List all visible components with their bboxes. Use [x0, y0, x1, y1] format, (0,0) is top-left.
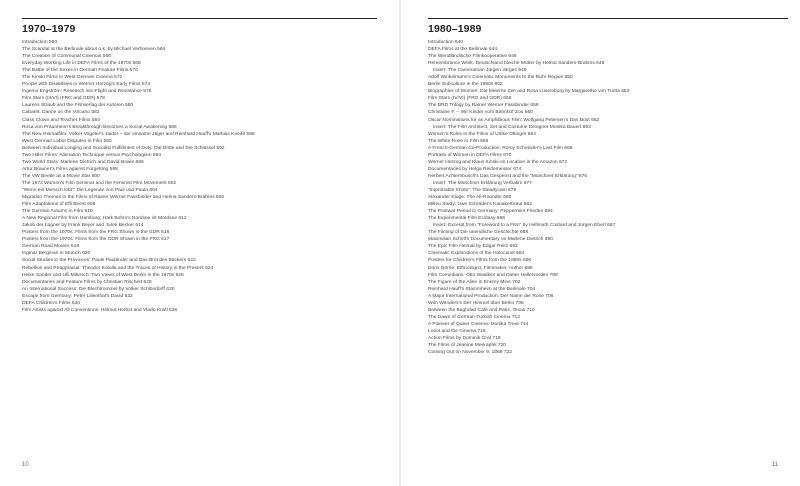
toc-entry: Film Artists against All Conventions: Helmut Herbst and Vlado Kristl 636: [22, 307, 178, 313]
toc-list: [428, 39, 788, 356]
toc-entry: Reinhard Hauff's Stammheim at the Berlinale 704: [428, 286, 536, 292]
toc-entry: Cinematic Explorations of the Holocaust 694: [428, 251, 525, 257]
toc-entry: The Films of Jeanine Meerapfel 720: [428, 343, 507, 349]
toc-entry: Two World Stars: Marlene Dietrich and David Bowie 596: [22, 159, 144, 165]
toc-entry: The Battle of the Sexes in German Feature Films 570: [22, 68, 138, 74]
toc-entry: Laurens Straub and the Filmverlag der Autoren 580: [22, 103, 134, 109]
toc-entry: Introduction 560: [22, 40, 58, 45]
toc-entry: Between the Baghdad Café and Paris, Texas 710: [428, 307, 535, 313]
toc-entry: Film Adaptations of Effi Briest 608: [22, 202, 96, 208]
toc-entry: Wim Wenders's Der Himmel über Berlin 708: [428, 300, 524, 306]
toc-entry: Biographies of Women: Die bleierne Zeit and Rosa Luxemburg by Margarethe von Trotta 654: [428, 89, 630, 95]
toc-entry: The Epic Film Heimat by Edgar Reitz 692: [428, 244, 518, 250]
toc-entry: The 1973 Women's Film Seminar and the Feminist Film Movement 602: [22, 180, 177, 186]
toc-entry: Jakob der Lügner by Frank Beyer and Jurek Becker 614: [22, 223, 144, 229]
toc-insert-entry: Insert: The Münchner Erklärung Verbatim 677: [433, 180, 532, 186]
toc-entry: Posters from the 1970s: Films from the FRG Shown in the GDR 616: [22, 230, 170, 236]
toc-entry: Rebellion and Reappraisal: Theodor Kotulla and the Traces of History in the Present 624: [22, 265, 214, 271]
toc-entry: Documentaries by Helga Reidemeister 674: [428, 166, 522, 172]
toc-entry: Escape from Germany: Peter Lilienthal's David 632: [22, 293, 133, 299]
toc-entry: An International Success: Die Blechtrommel by Volker Schlöndorff 630: [22, 286, 175, 292]
toc-entry: "Wenn ein Mensch lebt": Die Legende von Paul und Paula 604: [22, 187, 158, 193]
toc-entry: Cabaret: Dance on the Volcano 582: [22, 110, 100, 116]
toc-entry: Werner Herzog and Klaus Kinski on Location in the Amazon 672: [428, 159, 568, 165]
toc-entry: Berlin Subculture in the 1980s 652: [428, 82, 503, 88]
toc-entry: A Pioneer of Queer Cinema: Monika Treut 714: [428, 321, 529, 327]
toc-entry: Between Individual Longing and Socialist Fulfillment of Duty: Die Dritte and Die Schlüssel 592: [22, 145, 225, 151]
heading-rule: [428, 18, 788, 19]
toc-entry: Migration Themes in the Films of Rainer Werner Fassbinder and Helma Sanders-Brahms 606: [22, 195, 225, 201]
toc-entry: The Wendländische Filmkooperative 646: [428, 54, 517, 60]
toc-entry: Posters from the 1970s: Films from the GDR Shown in the FRG 617: [22, 237, 170, 243]
toc-entry: Two Hitler Films: Alienation Technique versus Psychologism 594: [22, 152, 162, 158]
toc-entry: Women's Roles in the Films of Ulrike Ottinger 664: [428, 131, 536, 137]
toc-entry: Maximilian Schell's Documentary on Marlene Dietrich 690: [428, 237, 553, 243]
toc-entry: Coming Out on November 9, 1989 722: [428, 350, 513, 356]
toc-entry: Ingmar Bergman in Munich 620: [22, 251, 91, 257]
toc-entry: DEFA Films at the Berlinale 644: [428, 47, 498, 53]
toc-entry: DEFA Children's Films 634: [22, 300, 81, 306]
toc-entry: The German Autumn in Film 610: [22, 209, 93, 215]
toc-entry: "Improbable Shots": The Steadycam 678: [428, 187, 517, 193]
toc-list: [22, 39, 377, 314]
toc-entry: Christiane F. – Wir Kinder vom Bahnhof Zoo 660: [428, 110, 533, 116]
toc-entry: The Postwar Period in Germany: Peppermint Frieden 684: [428, 209, 553, 215]
toc-entry: Artur Brauner's Films against Forgetting 598: [22, 166, 118, 172]
toc-entry: Oscar Nominations for an Amphibious Film: Wolfgang Petersen's Das Boot 662: [428, 117, 600, 123]
right-page: [400, 0, 800, 486]
toc-entry: Social Studies in the Provinces: Paule Pauländer and Das Brot des Bäckers 622: [22, 258, 196, 264]
toc-entry: The BRD Trilogy by Rainer Werner Fassbinder 658: [428, 103, 539, 109]
section-heading: 1970–1979: [22, 23, 76, 35]
section-heading: 1980–1989: [428, 23, 482, 35]
toc-entry: West German Labor Disputes in Film 590: [22, 138, 112, 144]
toc-entry: A New Regional Film from Hamburg: Hark Bohm's Nordsee ist Mordsee 612: [22, 216, 187, 222]
toc-entry: Introduction 640: [428, 40, 464, 45]
toc-entry: Everyday Working Life in DEFA Films of the 1970s 568: [22, 61, 141, 67]
toc-entry: The Scandal at the Berlinale about o.k. by Michael Verhoeven 564: [22, 47, 166, 53]
toc-entry: The Filming of Die unendliche Geschichte 688: [428, 230, 529, 236]
toc-entry: Remembrance Work: Deutschland bleiche Mutter by Helma Sanders-Brahms 648: [428, 61, 605, 67]
toc-entry: Film Stars (III/VI) (FRG and GDR) 578: [22, 96, 105, 102]
toc-entry: The VW Beetle as a Movie Star 600: [22, 173, 100, 179]
toc-entry: The Creation of Communal Cinemas 566: [22, 54, 111, 60]
toc-entry: Posters for Children's Films from the 1980s 696: [428, 258, 532, 264]
toc-entry: The Experimental Film Ecstasy 686: [428, 216, 505, 222]
toc-entry: The Figure of the Alien in Enemy Mine 702: [428, 279, 521, 285]
toc-entry: Doris Dörrie: Ethnologist, Filmmaker, Author 698: [428, 265, 533, 271]
toc-insert-entry: Insert: Excerpt from "Foreword to a Film" by Hellmuth Costard and Jürgen Ebert 687: [433, 223, 616, 229]
toc-entry: Class Clown and Teacher Films 584: [22, 117, 100, 123]
toc-insert-entry: Insert: The Cameraman Jürgen Jürges 649: [433, 68, 527, 74]
toc-section-1970s: [22, 18, 377, 314]
toc-entry: Portraits of Women in DEFA Films 670: [428, 152, 512, 158]
toc-entry: Ingemo Engström: Research into Flight and Resistance 576: [22, 89, 152, 95]
toc-entry: People with Disabilities in Werner Herzog's Early Films 574: [22, 82, 151, 88]
toc-entry: Action Films by Dominik Graf 718: [428, 335, 501, 341]
toc-entry: Alexander Kluge: The All-Rounder 680: [428, 195, 512, 201]
toc-entry: Herbert Achternbusch's Das Gespenst and the "Münchner Erklärung" 676: [428, 173, 588, 179]
toc-section-1980s: [428, 18, 788, 356]
toc-entry: Loriot and the Cinema 716: [428, 328, 486, 334]
toc-entry: Milieu Study: Uwe Schrader's Kanakerbraut 682: [428, 202, 532, 208]
toc-entry: The New Heimatfilm: Volker Vogeler's Jaider – der einsame Jäger and Reinhard Hauff's Mathias Kneißl 588: [22, 131, 255, 137]
heading-rule: [22, 18, 377, 19]
toc-entry: Film Stars (IV/VI) (FRG and GDR) 656: [428, 96, 512, 102]
toc-entry: A French-German Co-Production: Romy Schneider's Last Film 668: [428, 145, 573, 151]
toc-entry: The Kinski Films in West German Cinema 572: [22, 75, 123, 81]
page-number: 10: [22, 462, 29, 468]
toc-entry: The Dawn of German-Turkish Cinema 712: [428, 314, 520, 320]
toc-entry: Rosa von Praunheim's Breakthrough Becomes a Social Awakening 586: [22, 124, 177, 130]
page-number: 11: [771, 462, 778, 468]
toc-entry: Heike Sander and Ulli Mikesch: Two Views of West Berlin in the 1970s 626: [22, 272, 184, 278]
toc-entry: The White Rose in Film 666: [428, 138, 489, 144]
toc-entry: Film Comedians: Otto Waalkes and Dieter Hallervorden 700: [428, 272, 558, 278]
toc-entry: Documentaries and Feature Films by Christian Rischert 628: [22, 279, 152, 285]
toc-entry: A Major International Production: Der Name der Rose 706: [428, 293, 554, 299]
toc-entry: Adolf Winkelmann's Cinematic Monuments to the Ruhr Region 650: [428, 75, 573, 81]
toc-entry: German Road Movies 618: [22, 244, 80, 250]
toc-insert-entry: Insert: The Film Architect, Set and Costume Designer Monika Bauert 663: [433, 124, 591, 130]
